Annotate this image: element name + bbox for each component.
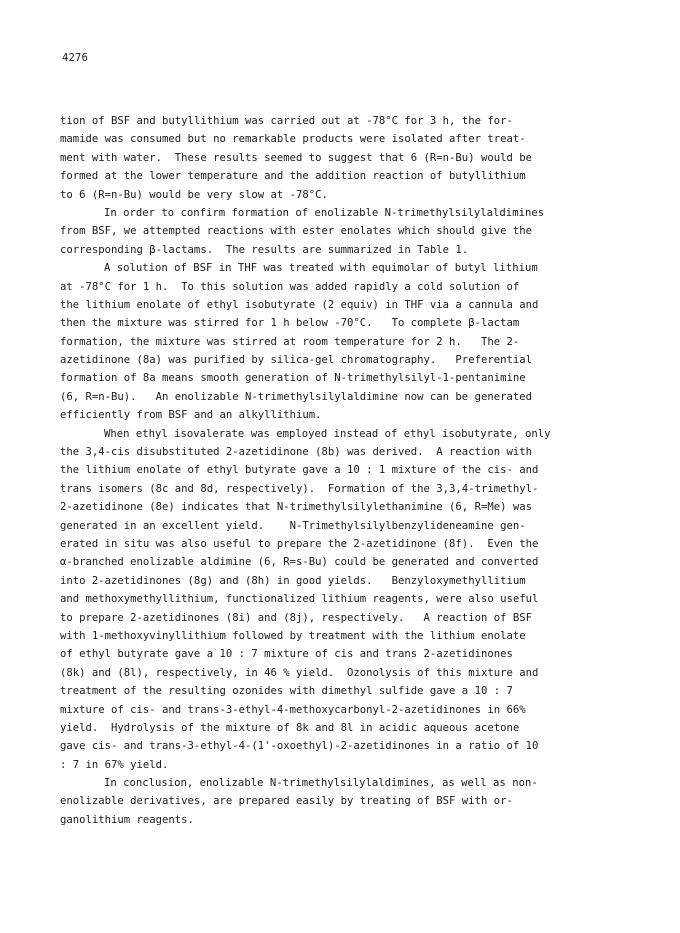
- text-line: generated in an excellent yield. N-Trimethylsilylbenzylideneamine gen-: [60, 519, 526, 532]
- text-line: to 6 (R=n-Bu) would be very slow at -78°C.: [60, 188, 328, 201]
- text-line: treatment of the resulting ozonides with dimethyl sulfide gave a 10 : 7: [60, 685, 513, 698]
- text-line: formed at the lower temperature and the addition reaction of butyllithium: [60, 170, 526, 183]
- text-line: erated in situ was also useful to prepare the 2-azetidinone (8f). Even the: [60, 537, 539, 550]
- text-line: : 7 in 67% yield.: [60, 758, 169, 771]
- text-line: In conclusion, enolizable N-trimethylsilylaldimines, as well as non-: [104, 777, 538, 790]
- text-line: 2-azetidinone (8e) indicates that N-trimethylsilylethanimine (6, R=Me) was: [60, 501, 532, 514]
- text-line: ganolithium reagents.: [60, 813, 194, 826]
- text-line: the lithium enolate of ethyl butyrate gave a 10 : 1 mixture of the cis- and: [60, 464, 539, 477]
- text-line: α-branched enolizable aldimine (6, R=s-Bu) could be generated and converted: [60, 556, 539, 569]
- text-line: A solution of BSF in THF was treated with equimolar of butyl lithium: [104, 262, 538, 275]
- text-line: azetidinone (8a) was purified by silica-gel chromatography. Preferential: [60, 354, 532, 367]
- text-line: formation, the mixture was stirred at room temperature for 2 h. The 2-: [60, 335, 520, 348]
- text-line: corresponding β-lactams. The results are summarized in Table 1.: [60, 243, 469, 256]
- text-line: from BSF, we attempted reactions with ester enolates which should give the: [60, 225, 532, 238]
- text-line: mixture of cis- and trans-3-ethyl-4-methoxycarbonyl-2-azetidinones in 66%: [60, 703, 526, 716]
- text-line: then the mixture was stirred for 1 h below -70°C. To complete β-lactam: [60, 317, 520, 330]
- text-line: the 3,4-cis disubstituted 2-azetidinone (8b) was derived. A reaction with: [60, 446, 532, 459]
- text-line: trans isomers (8c and 8d, respectively). Formation of the 3,3,4-trimethyl-: [60, 482, 539, 495]
- text-line: at -78°C for 1 h. To this solution was added rapidly a cold solution of: [60, 280, 520, 293]
- text-line: with 1-methoxyvinyllithium followed by treatment with the lithium enolate: [60, 629, 526, 642]
- text-line: When ethyl isovalerate was employed instead of ethyl isobutyrate, only: [104, 427, 551, 440]
- text-line: the lithium enolate of ethyl isobutyrate (2 equiv) in THF via a cannula and: [60, 298, 539, 311]
- body-text: [60, 112, 632, 829]
- text-line: into 2-azetidinones (8g) and (8h) in good yields. Benzyloxymethyllitium: [60, 574, 526, 587]
- text-line: and methoxymethyllithium, functionalized lithium reagents, were also useful: [60, 593, 539, 606]
- text-line: (8k) and (8l), respectively, in 46 % yield. Ozonolysis of this mixture and: [60, 666, 539, 679]
- text-line: of ethyl butyrate gave a 10 : 7 mixture of cis and trans 2-azetidinones: [60, 648, 513, 661]
- text-line: ment with water. These results seemed to suggest that 6 (R=n-Bu) would be: [60, 151, 532, 164]
- text-line: mamide was consumed but no remarkable products were isolated after treat-: [60, 133, 526, 146]
- text-line: yield. Hydrolysis of the mixture of 8k and 8l in acidic aqueous acetone: [60, 721, 520, 734]
- text-line: tion of BSF and butyllithium was carried out at -78°C for 3 h, the for-: [60, 115, 513, 127]
- text-line: (6, R=n-Bu). An enolizable N-trimethylsilylaldimine now can be generated: [60, 390, 532, 403]
- text-line: enolizable derivatives, are prepared easily by treating of BSF with or-: [60, 795, 513, 808]
- text-line: gave cis- and trans-3-ethyl-4-(1'-oxoethyl)-2-azetidinones in a ratio of 10: [60, 740, 539, 753]
- text-line: to prepare 2-azetidinones (8i) and (8j), respectively. A reaction of BSF: [60, 611, 532, 624]
- text-line: In order to confirm formation of enolizable N-trimethylsilylaldimines: [104, 206, 545, 219]
- text-line: formation of 8a means smooth generation of N-trimethylsilyl-1-pentanimine: [60, 372, 526, 385]
- text-line: efficiently from BSF and an alkyllithium.: [60, 409, 322, 422]
- page-number: 4276: [62, 52, 89, 64]
